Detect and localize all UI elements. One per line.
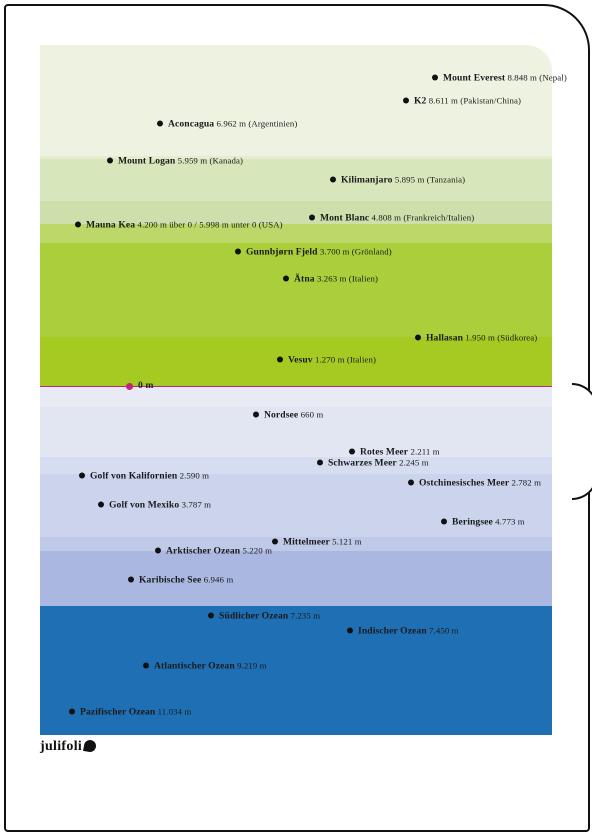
point-name: Südlicher Ozean xyxy=(219,610,289,622)
point-marker-icon xyxy=(79,472,85,478)
chart-point-label xyxy=(128,575,233,586)
chart-point-label xyxy=(208,611,320,622)
point-marker-icon xyxy=(349,448,355,454)
chart-point-label xyxy=(107,156,243,167)
chart-point-label xyxy=(283,274,378,285)
chart-band xyxy=(40,386,552,407)
point-name: Mittelmeer xyxy=(283,536,330,548)
point-name: K2 xyxy=(414,95,427,107)
point-name: Aconcagua xyxy=(168,118,215,130)
point-region: (Südkorea) xyxy=(494,332,538,343)
point-region: (Italien) xyxy=(346,273,379,284)
point-value: 5.895 m xyxy=(392,174,425,185)
point-value: 8.848 m xyxy=(505,72,537,83)
chart-point-label xyxy=(330,175,465,186)
elevation-depth-chart xyxy=(40,45,567,735)
chart-point-label xyxy=(349,447,440,458)
point-name: Mount Logan xyxy=(118,155,176,167)
point-marker-icon xyxy=(347,627,353,633)
binder-notch-mask xyxy=(592,383,600,500)
chart-point-label xyxy=(75,220,283,231)
point-value: 5.121 m xyxy=(329,536,362,547)
point-marker-icon xyxy=(432,74,438,80)
point-name: Atlantischer Ozean xyxy=(154,660,235,672)
point-marker-icon xyxy=(208,612,214,618)
chart-point-label xyxy=(157,119,297,130)
point-value: 2.590 m xyxy=(177,470,210,481)
chart-point-label xyxy=(441,517,525,528)
point-value: 6.946 m xyxy=(201,574,234,585)
point-value: 3.700 m xyxy=(317,246,350,257)
chart-point-label xyxy=(143,661,267,672)
chart-point-label xyxy=(309,213,474,224)
point-name: Nordsee xyxy=(264,409,299,421)
point-region: (Grönland) xyxy=(349,246,392,257)
chart-point-label xyxy=(277,355,376,366)
point-region: (Pakistan/China) xyxy=(457,95,522,106)
point-region: (Nepal) xyxy=(537,72,567,83)
point-value: 9.219 m xyxy=(234,660,267,671)
point-marker-icon xyxy=(277,356,283,362)
chart-point-label xyxy=(415,333,537,344)
point-marker-icon xyxy=(283,275,289,281)
chart-point-label xyxy=(98,500,211,511)
point-marker-icon xyxy=(107,157,113,163)
sea-level-line xyxy=(40,386,552,387)
point-name: Arktischer Ozean xyxy=(166,545,241,557)
point-marker-icon xyxy=(143,662,149,668)
point-marker-icon xyxy=(98,501,104,507)
point-marker-icon xyxy=(330,176,336,182)
point-value: 7.450 m xyxy=(426,625,459,636)
brand-logo xyxy=(40,739,96,755)
chart-point-label xyxy=(253,410,323,421)
point-marker-icon xyxy=(155,547,161,553)
point-value: 4.200 m über 0 / 5.998 m unter 0 (USA) xyxy=(135,219,283,230)
point-marker-icon xyxy=(69,708,75,714)
point-name: Mauna Kea xyxy=(86,219,136,231)
sea-level-label: 0 m xyxy=(138,381,154,391)
point-name: Schwarzes Meer xyxy=(328,457,397,469)
point-name: Mont Blanc xyxy=(320,212,370,224)
point-marker-icon xyxy=(157,120,163,126)
brand-logo-text: julifoli xyxy=(40,739,83,754)
point-value: 1.950 m xyxy=(463,332,495,343)
point-name: Ostchinesisches Meer xyxy=(419,477,510,489)
point-region: (Frankreich/Italien) xyxy=(401,212,475,223)
point-value: 3.263 m xyxy=(314,273,347,284)
point-value: 8.611 m xyxy=(426,95,458,106)
point-name: Ätna xyxy=(294,273,315,285)
point-marker-icon xyxy=(253,411,259,417)
point-marker-icon xyxy=(272,538,278,544)
point-value: 1.270 m xyxy=(312,354,345,365)
chart-point-label xyxy=(272,537,362,548)
point-value: 660 m xyxy=(298,409,324,420)
point-name: Karibische See xyxy=(139,574,202,586)
chart-band xyxy=(40,551,552,606)
point-marker-icon xyxy=(415,334,421,340)
point-marker-icon xyxy=(408,479,414,485)
point-marker-icon xyxy=(235,248,241,254)
point-value: 3.787 m xyxy=(179,499,212,510)
point-name: Vesuv xyxy=(288,354,313,366)
point-name: Golf von Mexiko xyxy=(109,499,180,511)
point-marker-icon xyxy=(128,576,134,582)
point-region: (Kanada) xyxy=(207,155,244,166)
point-value: 7.235 m xyxy=(288,610,321,621)
chart-point-label xyxy=(408,478,541,489)
point-region: (Argentinien) xyxy=(246,118,298,129)
point-region: (Italien) xyxy=(344,354,377,365)
point-name: Beringsee xyxy=(452,516,493,528)
chart-point-label xyxy=(347,626,459,637)
point-name: Hallasan xyxy=(426,332,464,344)
point-value: 4.773 m xyxy=(492,516,525,527)
point-value: 6.962 m xyxy=(214,118,247,129)
point-value: 2.245 m xyxy=(396,457,429,468)
chart-point-label xyxy=(155,546,272,557)
point-name: Kilimanjaro xyxy=(341,174,393,186)
point-name: Rotes Meer xyxy=(360,446,409,458)
point-value: 2.211 m xyxy=(408,446,440,457)
point-marker-icon xyxy=(75,221,81,227)
point-value: 4.808 m xyxy=(369,212,402,223)
chart-point-label xyxy=(69,707,191,718)
point-name: Indischer Ozean xyxy=(358,625,427,637)
chart-point-label xyxy=(317,458,429,469)
point-name: Gunnbjørn Fjeld xyxy=(246,246,318,258)
point-value: 5.220 m xyxy=(240,545,273,556)
point-value: 11.034 m xyxy=(155,706,192,717)
leaf-icon xyxy=(83,739,97,753)
point-marker-icon xyxy=(317,459,323,465)
chart-point-label xyxy=(403,96,521,107)
point-name: Mount Everest xyxy=(443,72,506,84)
point-marker-icon xyxy=(441,518,447,524)
point-value: 5.959 m xyxy=(175,155,208,166)
sea-level-dot xyxy=(126,383,133,390)
point-value: 2.782 m xyxy=(509,477,542,488)
point-region: (Tanzania) xyxy=(424,174,466,185)
chart-point-label xyxy=(235,247,392,258)
point-marker-icon xyxy=(403,97,409,103)
point-marker-icon xyxy=(309,214,315,220)
point-name: Pazifischer Ozean xyxy=(80,706,156,718)
chart-point-label xyxy=(432,73,567,84)
chart-point-label xyxy=(79,471,209,482)
point-name: Golf von Kalifornien xyxy=(90,470,178,482)
